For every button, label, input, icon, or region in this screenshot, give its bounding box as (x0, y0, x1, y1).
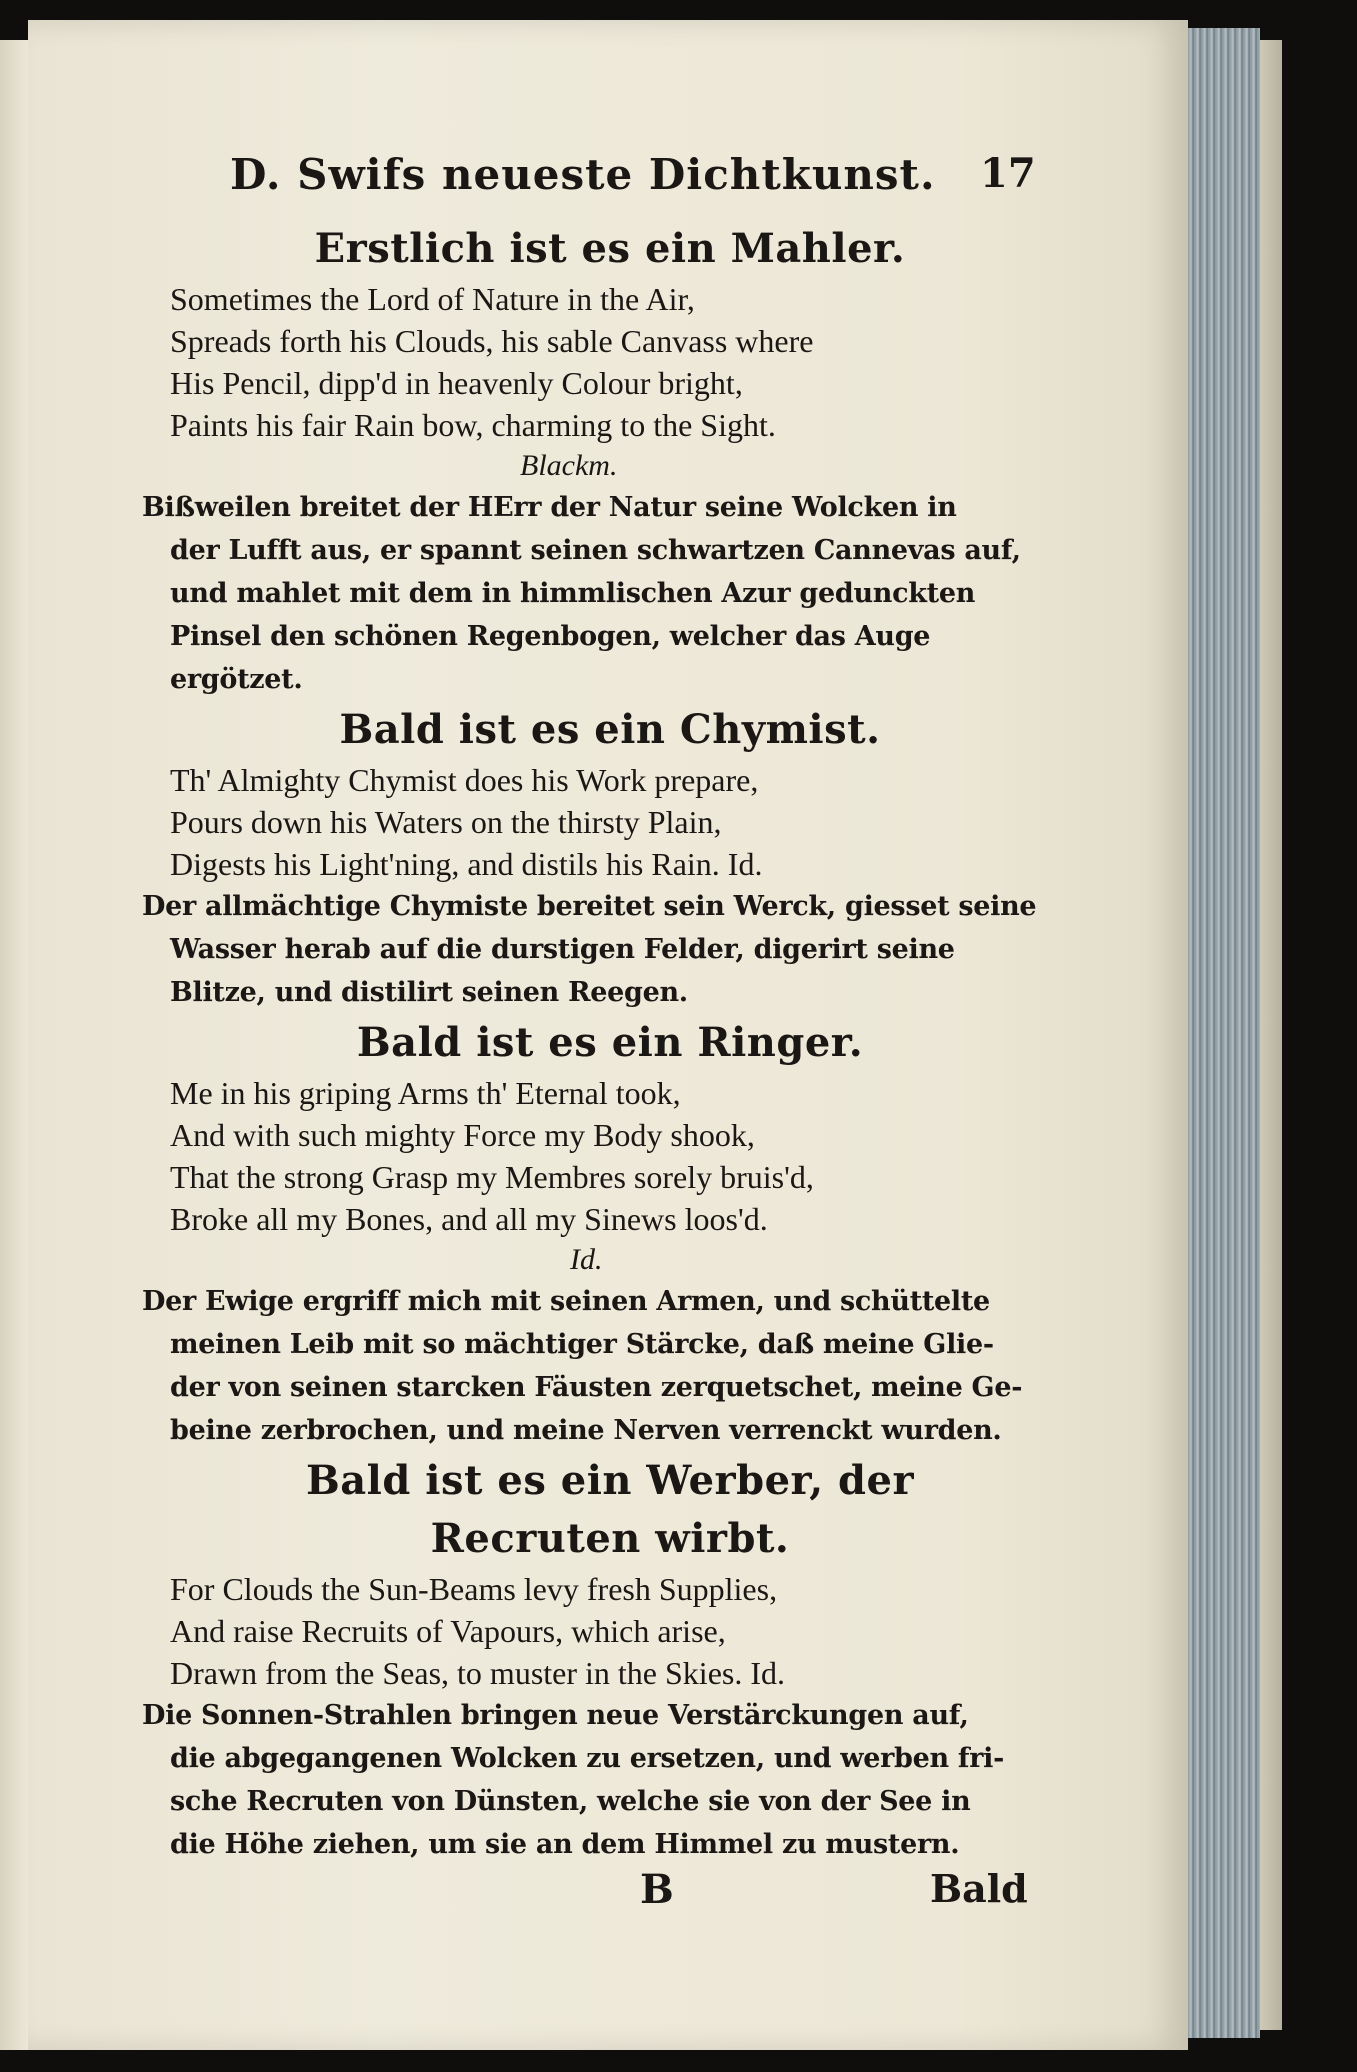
prose-line: sche Recruten von Dünsten, welche sie von der See in (170, 1786, 971, 1817)
english-verse (170, 1568, 1050, 1694)
prose-line: ergötzet. (170, 664, 303, 695)
english-verse (170, 278, 1050, 446)
section-heading: Bald ist es ein Ringer. (356, 1019, 864, 1066)
prose-line: Die Sonnen-Strahlen bringen neue Verstärckungen auf, (142, 1700, 969, 1731)
section-heading: Bald ist es ein Werber, der Recruten wirbt. (305, 1457, 915, 1562)
german-prose (142, 1280, 1050, 1452)
english-verse (170, 1072, 1050, 1240)
prose-line: Der allmächtige Chymiste bereitet sein Werck, giesset seine (142, 891, 1037, 922)
book-left-edge (0, 40, 28, 2050)
section-heading: Erstlich ist es ein Mahler. (314, 225, 906, 272)
prose-line: die Höhe ziehen, um sie an dem Himmel zu mustern. (170, 1829, 960, 1860)
verse-line: For Clouds the Sun-Beams levy fresh Supplies, (170, 1571, 778, 1607)
page-stack-edge (1188, 28, 1260, 2038)
prose-line: der Lufft aus, er spannt seinen schwartzen Cannevas auf, (170, 535, 1021, 566)
verse-line: Pours down his Waters on the thirsty Plain, (170, 804, 722, 840)
page-footer (170, 1866, 1050, 1926)
section-werber (142, 1452, 1050, 1866)
verse-line: Th' Almighty Chymist does his Work prepare, (170, 762, 759, 798)
prose-line: Bißweilen breitet der HErr der Natur seine Wolcken in (142, 492, 957, 523)
prose-line: beine zerbrochen, und meine Nerven verrenckt wurden. (170, 1415, 1002, 1446)
verse-line: Sometimes the Lord of Nature in the Air, (170, 281, 695, 317)
verse-line: His Pencil, dipp'd in heavenly Colour bright, (170, 365, 743, 401)
prose-line: Pinsel den schönen Regenbogen, welcher das Auge (170, 621, 931, 652)
page-number: 17 (980, 150, 1036, 197)
verse-line: And with such mighty Force my Body shook, (170, 1117, 755, 1153)
prose-line: die abgegangenen Wolcken zu ersetzen, und werben fri- (170, 1743, 1005, 1774)
page-header (170, 150, 1050, 220)
verse-line: Spreads forth his Clouds, his sable Canvass where (170, 323, 814, 359)
german-prose (142, 486, 1050, 701)
prose-line: meinen Leib mit so mächtiger Stärcke, daß meine Glie- (170, 1329, 994, 1360)
verse-line: That the strong Grasp my Membres sorely bruis'd, (170, 1159, 814, 1195)
prose-line: Wasser herab auf die durstigen Felder, digerirt seine (170, 934, 955, 965)
section-heading: Bald ist es ein Chymist. (339, 706, 881, 753)
verse-line: And raise Recruits of Vapours, which arise, (170, 1613, 726, 1649)
verse-line: Broke all my Bones, and all my Sinews loos'd. (170, 1201, 768, 1237)
verse-line: Drawn from the Seas, to muster in the Skies. Id. (170, 1655, 785, 1691)
german-prose (142, 885, 1050, 1014)
verse-line: Me in his griping Arms th' Eternal took, (170, 1075, 681, 1111)
section-chymist (142, 701, 1050, 1014)
prose-line: und mahlet mit dem in himmlischen Azur gedunckten (170, 578, 976, 609)
english-verse (170, 759, 1050, 885)
prose-line: Der Ewige ergriff mich mit seinen Armen, und schüttelte (142, 1286, 990, 1317)
section-ringer (142, 1014, 1050, 1452)
prose-line: Blitze, und distilirt seinen Reegen. (170, 977, 688, 1008)
german-prose (142, 1694, 1050, 1866)
verse-line: Digests his Light'ning, and distils his Rain. Id. (170, 846, 763, 882)
section-mahler (142, 220, 1050, 701)
running-title: D. Swifs neueste Dichtkunst. (230, 150, 936, 199)
verse-line: Paints his fair Rain bow, charming to the Sight. (170, 407, 776, 443)
attribution: Blackm. (520, 449, 618, 482)
page-content (142, 150, 1050, 1926)
catchword: Bald (930, 1866, 1028, 1911)
signature-mark: B (640, 1866, 674, 1913)
book-back-edge (1260, 40, 1282, 2030)
prose-line: der von seinen starcken Fäusten zerquetschet, meine Ge- (170, 1372, 1023, 1403)
attribution: Id. (570, 1243, 603, 1276)
